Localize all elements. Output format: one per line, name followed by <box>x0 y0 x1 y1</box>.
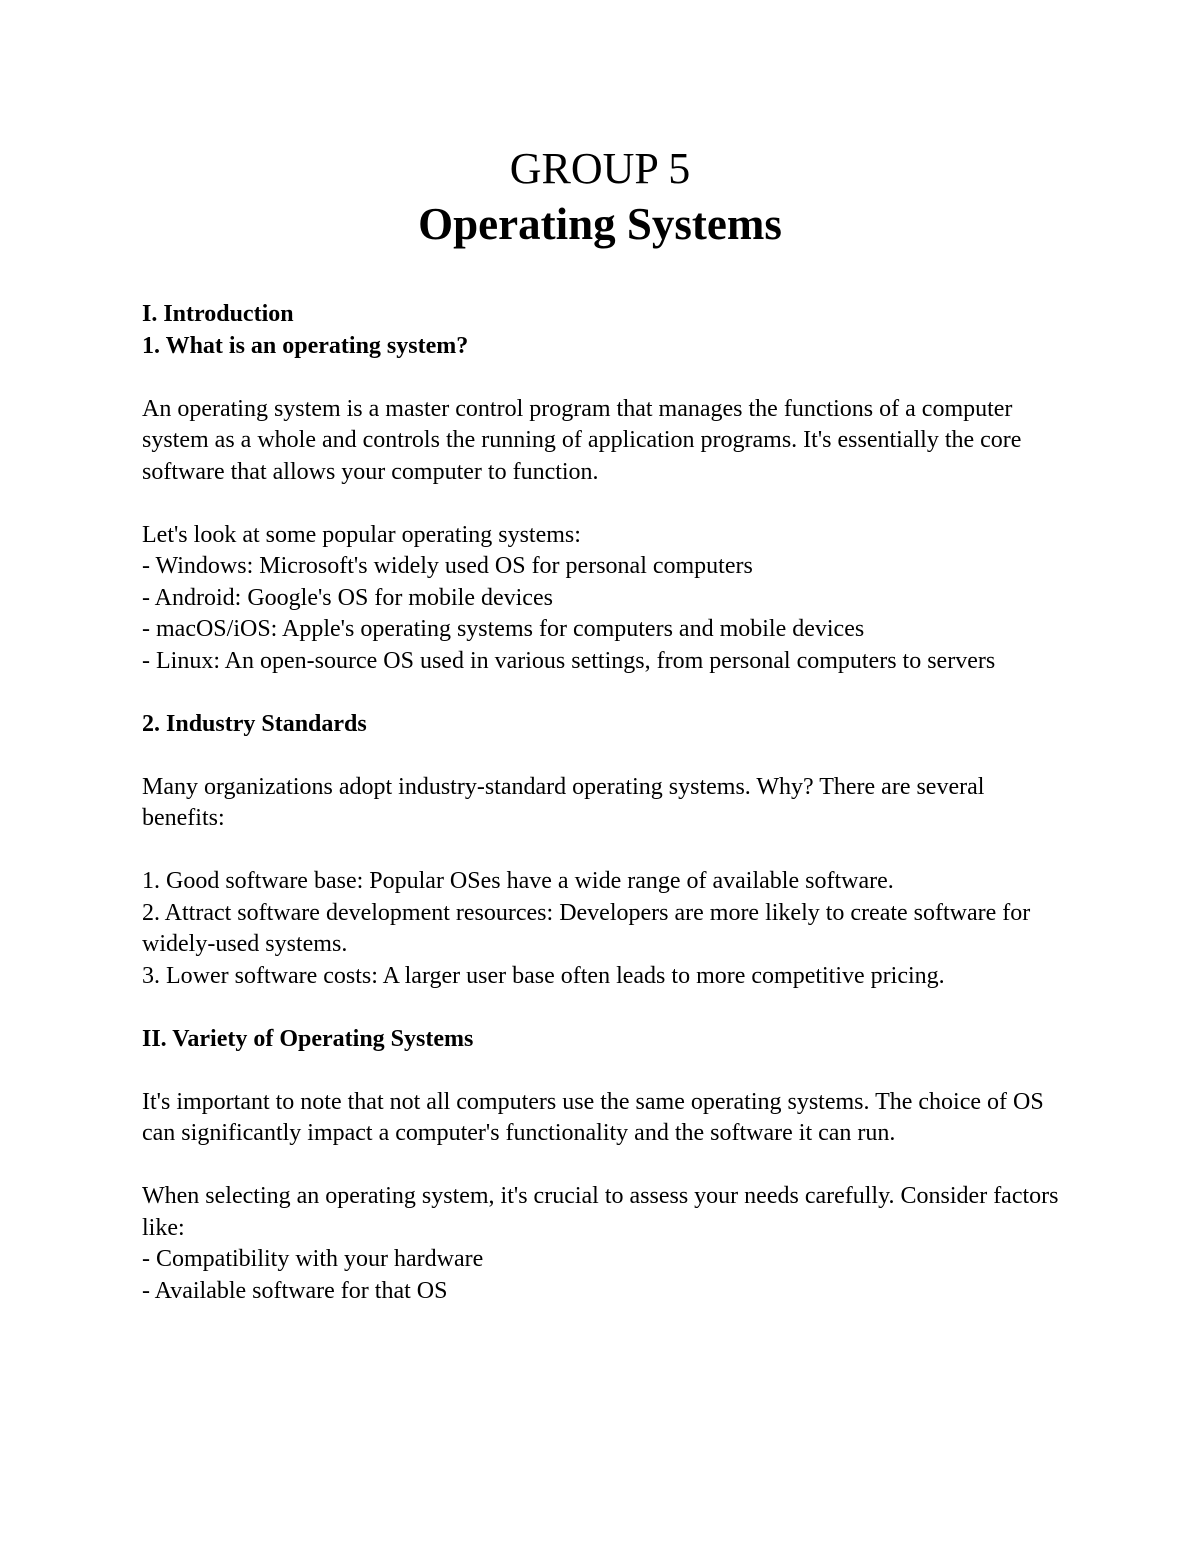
title-block <box>0 143 1200 253</box>
list-item-linux: - Linux: An open-source OS used in various settings, from personal computers to servers <box>142 647 996 674</box>
list-item-benefit-1: 1. Good software base: Popular OSes have a wide range of available software. <box>142 868 894 894</box>
paragraph-industry-standards: Many organizations adopt industry-standard operating systems. Why? There are several benefits: <box>142 773 985 831</box>
list-item-factor-software: - Available software for that OS <box>142 1277 448 1304</box>
section-heading-introduction: I. Introduction <box>142 301 294 327</box>
list-item-factor-hardware: - Compatibility with your hardware <box>142 1246 484 1272</box>
document-title: Operating Systems <box>418 199 782 249</box>
list-item-windows: - Windows: Microsoft's widely used OS for personal computers <box>142 553 753 579</box>
paragraph-variety: It's important to note that not all computers use the same operating systems. The choice of OS can significantly impact a computer's functionality and the software it can run. <box>142 1088 1044 1146</box>
section-heading-variety: II. Variety of Operating Systems <box>142 1025 474 1052</box>
group-title: GROUP 5 <box>509 144 691 193</box>
subheading-what-is-os: 1. What is an operating system? <box>142 332 469 359</box>
list-item-benefit-2: 2. Attract software development resources: Developers are more likely to create software for widely-used systems. <box>142 899 1031 957</box>
paragraph-os-definition: An operating system is a master control program that manages the functions of a computer system as a whole and controls the running of application programs. It's essentially the core software that allows your computer to function. <box>142 395 1022 485</box>
paragraph-popular-os-intro: Let's look at some popular operating systems: <box>142 521 581 548</box>
list-item-android: - Android: Google's OS for mobile devices <box>142 584 553 611</box>
paragraph-selecting-os: When selecting an operating system, it's crucial to assess your needs carefully. Consider factors like: <box>142 1183 1059 1241</box>
list-item-macos-ios: - macOS/iOS: Apple's operating systems for computers and mobile devices <box>142 616 865 642</box>
document-body <box>142 299 1072 1307</box>
section-heading-industry-standards: 2. Industry Standards <box>142 710 367 737</box>
list-item-benefit-3: 3. Lower software costs: A larger user base often leads to more competitive pricing. <box>142 962 945 989</box>
